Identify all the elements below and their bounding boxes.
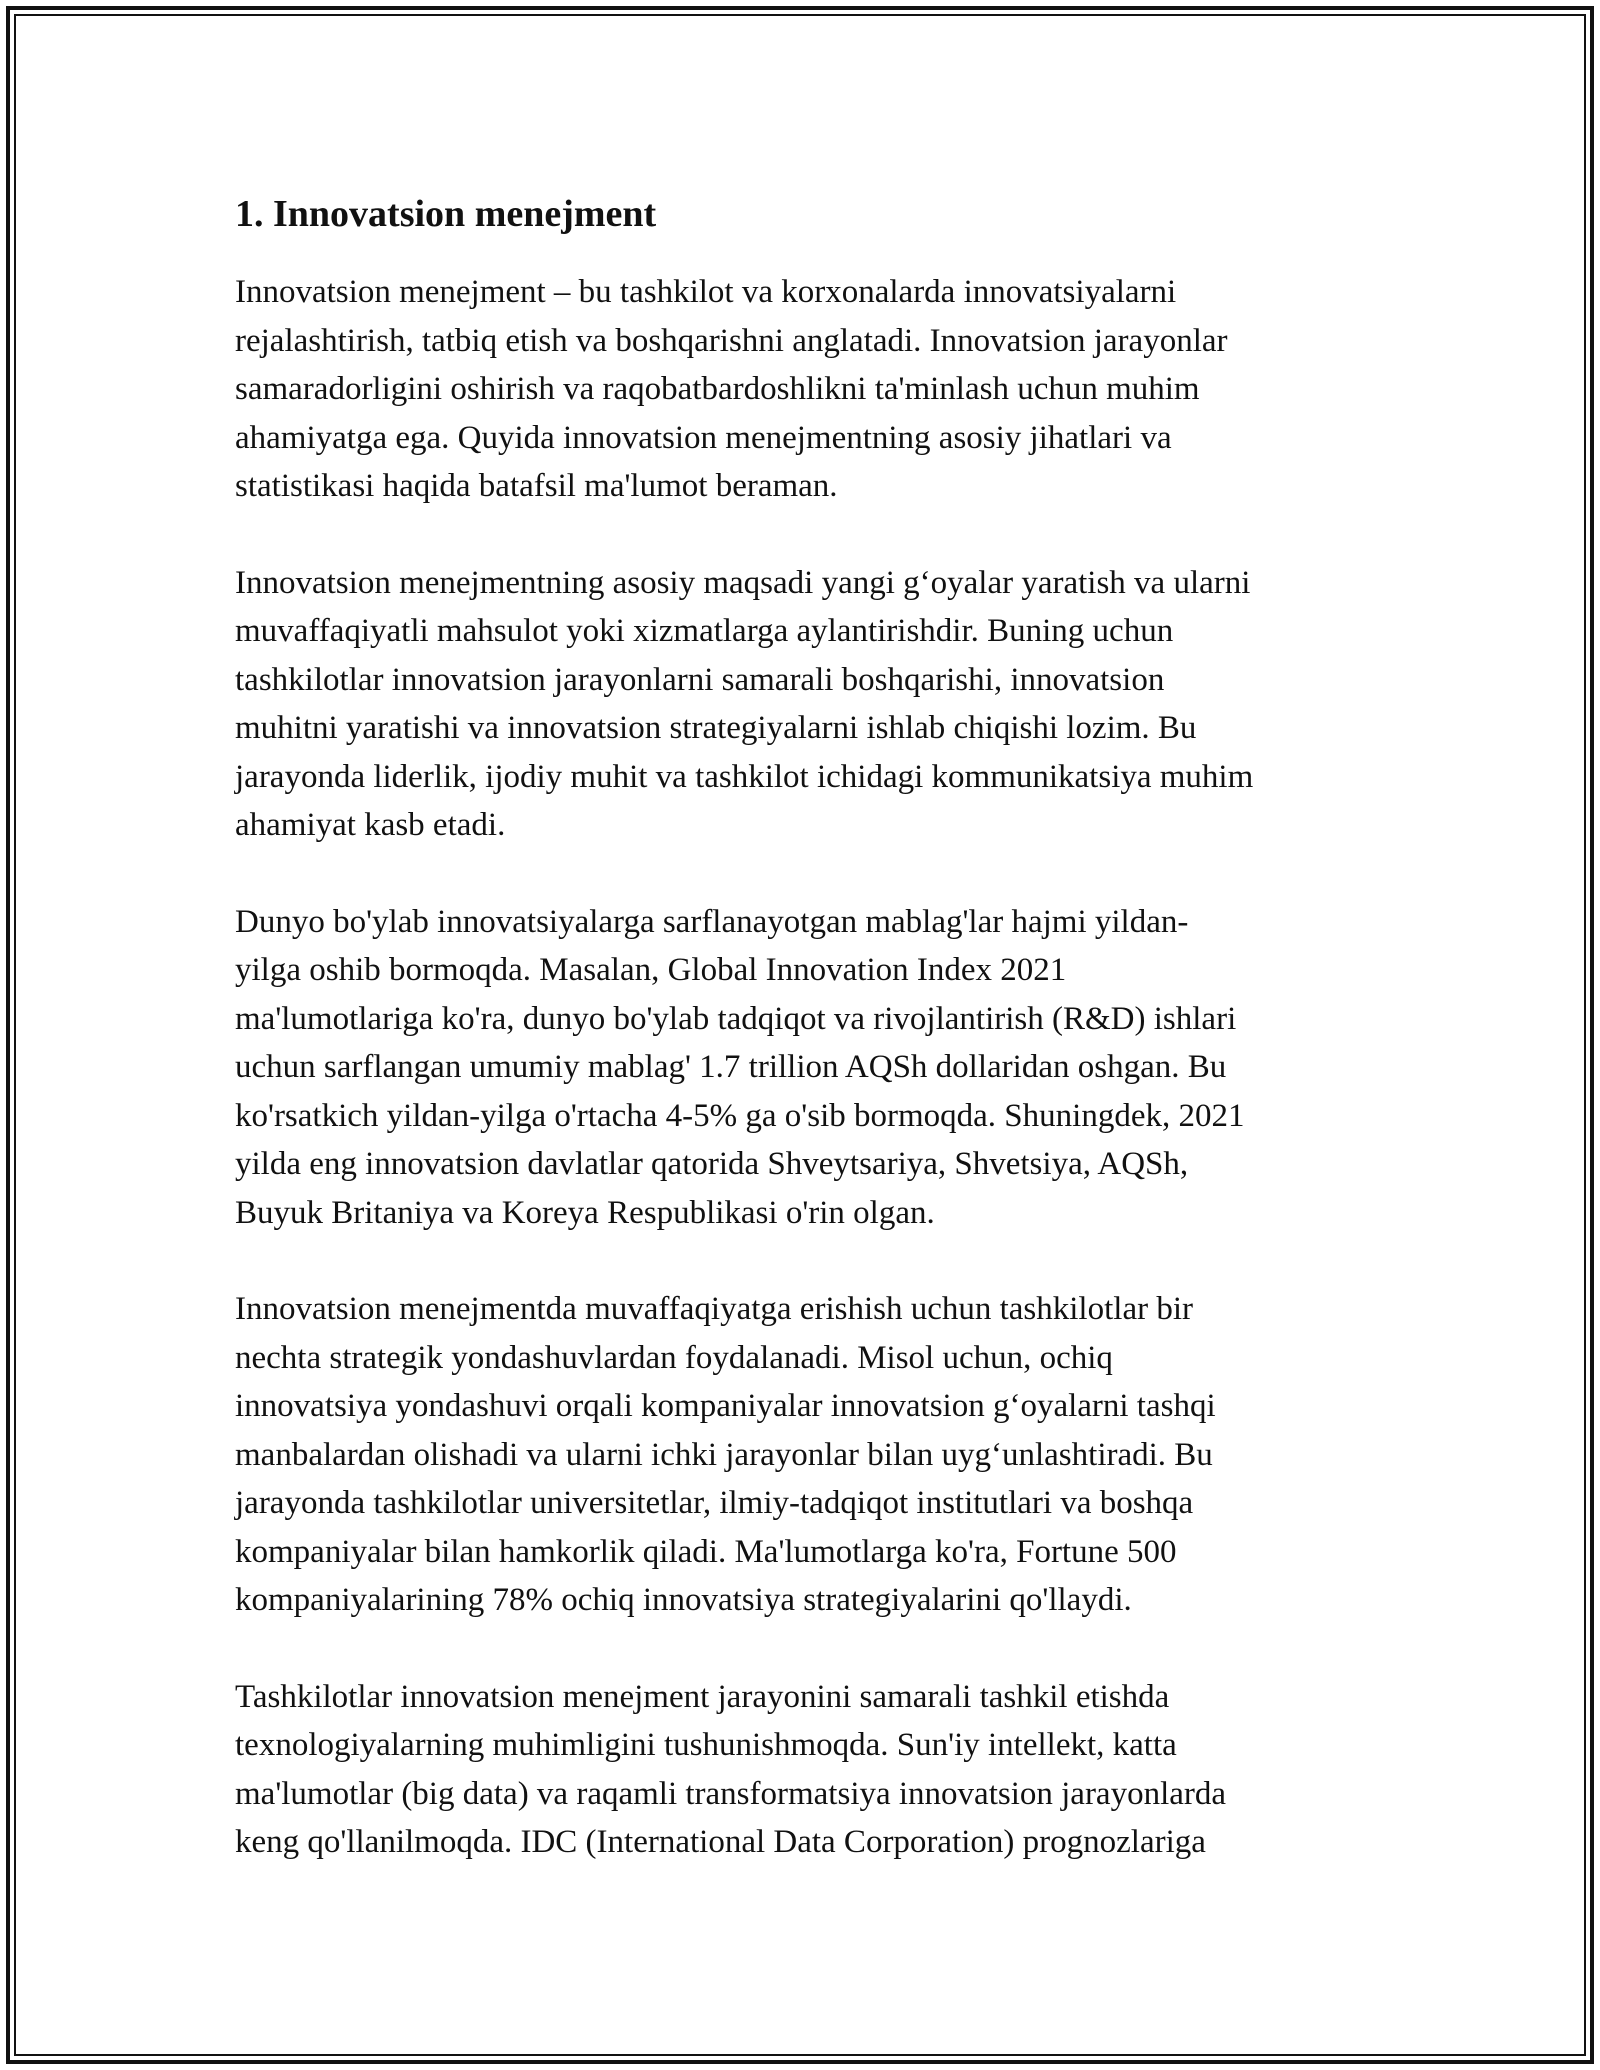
- paragraph-goals: Innovatsion menejmentning asosiy maqsadi yangi g‘oyalar yaratish va ularni muvaffaqiyatli mahsulot yoki xizmatlarga aylantirishdir. Buning uchun tashkilotlar innovatsion jarayonlarni samarali boshqarishi, innovatsion muhitni yaratishi va innovatsion strategiyalarni ishlab chiqishi lozim. Bu jarayonda liderlik, ijodiy muhit va tashkilot ichidagi kommunikatsiya muhim ahamiyat kasb etadi.: [235, 564, 1254, 843]
- document-body: [235, 186, 1395, 1915]
- paragraph-technology: Tashkilotlar innovatsion menejment jarayonini samarali tashkil etishda texnologiyalarning muhimligini tushunishmoqda. Sun'iy intellekt, katta ma'lumotlar (big data) va raqamli transformatsiya innovatsion jarayonlarda keng qo'llanilmoqda. IDC (International Data Corporation) prognozlariga: [235, 1678, 1227, 1860]
- paragraph-statistics: Dunyo bo'ylab innovatsiyalarga sarflanayotgan mablag'lar hajmi yildan- yilga oshib bormoqda. Masalan, Global Innovation Index 2021 ma'lumotlariga ko'ra, dunyo bo'ylab tadqiqot va rivojlantirish (R&D) ishlari uchun sarflangan umumiy mablag' 1.7 trillion AQSh dollaridan oshgan. Bu ko'rsatkich yildan-yilga o'rtacha 4-5% ga o'sib bormoqda. Shuningdek, 2021 yilda eng innovatsion davlatlar qatorida Shveytsariya, Shvetsiya, AQSh, Buyuk Britaniya va Koreya Respublikasi o'rin olgan.: [235, 903, 1245, 1231]
- paragraph-intro: Innovatsion menejment – bu tashkilot va korxonalarda innovatsiyalarni rejalashtirish, tatbiq etish va boshqarishni anglatadi. Innovatsion jarayonlar samaradorligini oshirish va raqobatbardoshlikni ta'minlash uchun muhim ahamiyatga ega. Quyida innovatsion menejmentning asosiy jihatlari va statistikasi haqida batafsil ma'lumot beraman.: [235, 274, 1228, 504]
- section-title: 1. Innovatsion menejment: [235, 193, 657, 235]
- paragraph-strategies: Innovatsion menejmentda muvaffaqiyatga erishish uchun tashkilotlar bir nechta strategik yondashuvlardan foydalanadi. Misol uchun, ochiq innovatsiya yondashuvi orqali kompaniyalar innovatsion g‘oyalarni tashqi manbalardan olishadi va ularni ichki jarayonlar bilan uyg‘unlashtiradi. Bu jarayonda tashkilotlar universitetlar, ilmiy-tadqiqot institutlari va boshqa kompaniyalar bilan hamkorlik qiladi. Ma'lumotlarga ko'ra, Fortune 500 kompaniyalarining 78% ochiq innovatsiya strategiyalarini qo'llaydi.: [235, 1291, 1216, 1618]
